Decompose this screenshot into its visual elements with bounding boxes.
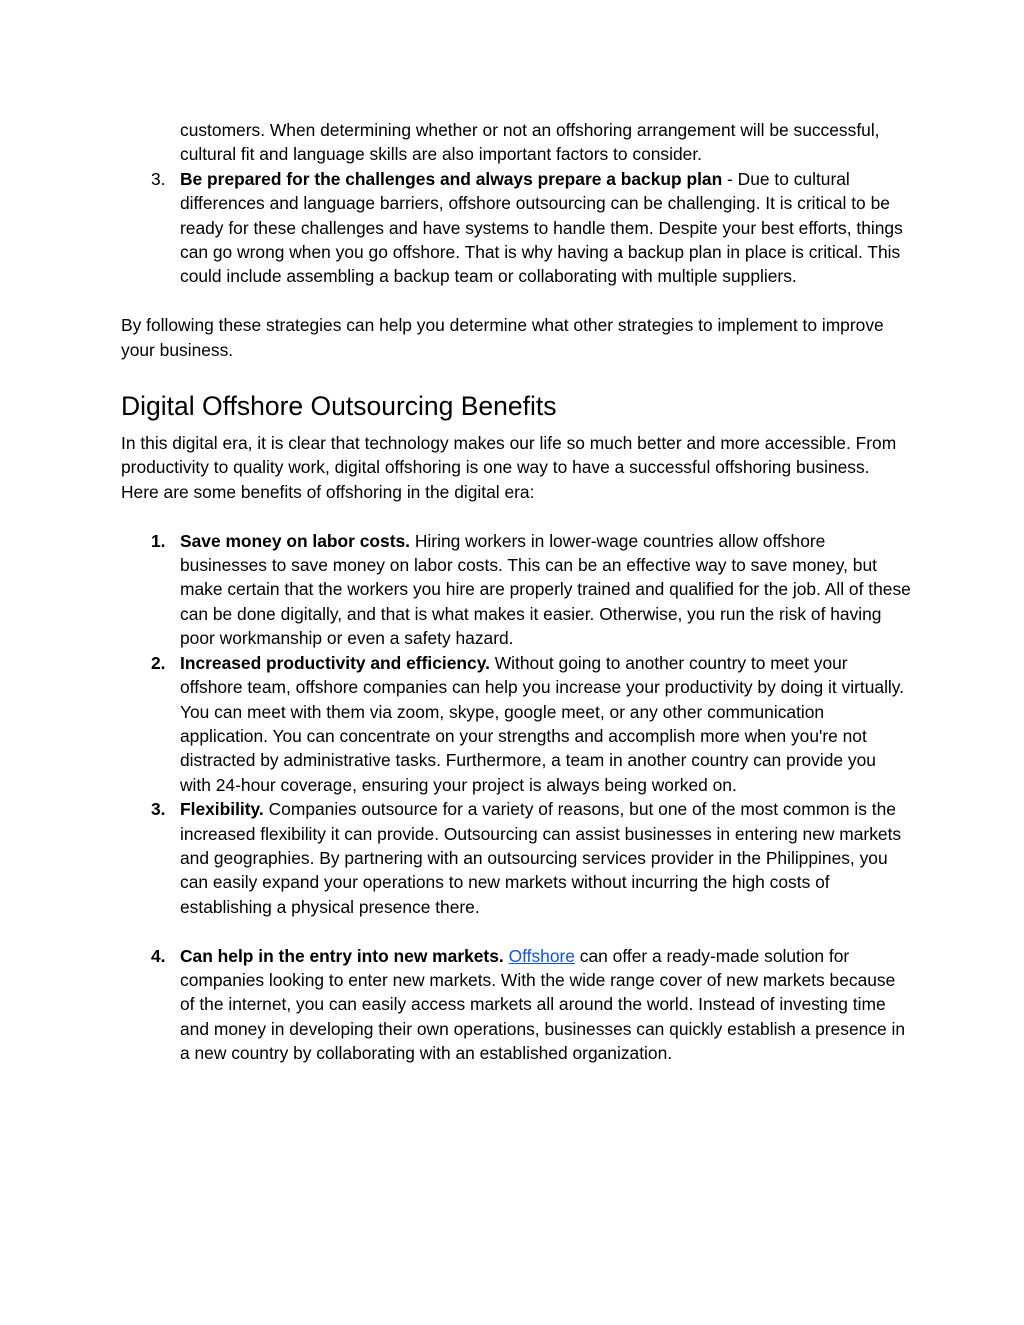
section-heading: Digital Offshore Outsourcing Benefits [121,391,557,422]
closing-paragraph: By following these strategies can help you determine what other strategies to implement to improve your business. [121,315,884,360]
offshore-link[interactable]: Offshore [508,945,575,966]
list-item-body: - Due to cultural differences and language barriers, offshore outsourcing can be challenging. It is critical to be ready for these challenges and have systems to handle them. Despite your best efforts, things can go wrong when you go offshore. That is why having a backup plan in place is critical. This could include assembling a backup team or collaborating with multiple suppliers. [180,168,903,287]
benefits-list-continued [121,944,911,1066]
benefits-list [121,529,911,920]
benefit-body: Hiring workers in lower-wage countries allow offshore businesses to save money on labor costs. This can be an effective way to save money, but make certain that the workers you hire are properly trained and qualified for the job. All of these can be done digitally, and that is what makes it easier. Otherwise, you run the risk of having poor workmanship or even a safety hazard. [180,530,911,649]
list-number: 4. [151,945,166,966]
list-item-continuation: customers. When determining whether or not an offshoring arrangement will be successful, cultural fit and language skills are also important factors to consider. [180,120,880,165]
benefit-body: Without going to another country to meet your offshore team, offshore companies can help you increase your productivity by doing it virtually. You can meet with them via zoom, skype, google meet, or any other communication application. You can concentrate on your strengths and accomplish more when you're not distracted by administrative tasks. Furthermore, a team in another country can provide you with 24-hour coverage, ensuring your project is always being worked on. [180,652,905,795]
benefit-item-2 [121,651,911,797]
list-number: 3. [151,799,166,820]
benefit-item-4 [121,944,911,1066]
blank-line [121,919,911,943]
benefit-title: Increased productivity and efficiency. [180,652,490,673]
list-item-title: Be prepared for the challenges and always prepare a backup plan [180,168,723,189]
benefit-body: Companies outsource for a variety of reasons, but one of the most common is the increased flexibility it can provide. Outsourcing can assist businesses in entering new markets and geographies. By partnering with an outsourcing services provider in the Philippines, you can easily expand your operations to new markets without incurring the high costs of establishing a physical presence there. [180,799,902,917]
benefit-item-3 [121,797,911,919]
benefit-body: can offer a ready-made solution for companies looking to enter new markets. With the wide range cover of new markets because of the internet, you can easily access markets all around the world. Instead of investing time and money in developing their own operations, businesses can quickly establish a presence in a new country by collaborating with an established organization. [180,945,906,1064]
benefit-item-1 [121,529,911,651]
benefit-title: Save money on labor costs. [180,530,411,551]
document-body [121,118,911,1066]
list-number: 3. [151,168,166,189]
list-item [121,167,911,289]
list-number: 2. [151,652,166,673]
intro-paragraph: In this digital era, it is clear that technology makes our life so much better and more accessible. From productivity to quality work, digital offshoring is one way to have a successful offshoring business. Here are some benefits of offshoring in the digital era: [121,433,897,502]
strategy-list [121,167,911,289]
benefit-title: Flexibility. [180,799,264,820]
list-number: 1. [151,530,166,551]
benefit-title: Can help in the entry into new markets. [180,945,504,966]
